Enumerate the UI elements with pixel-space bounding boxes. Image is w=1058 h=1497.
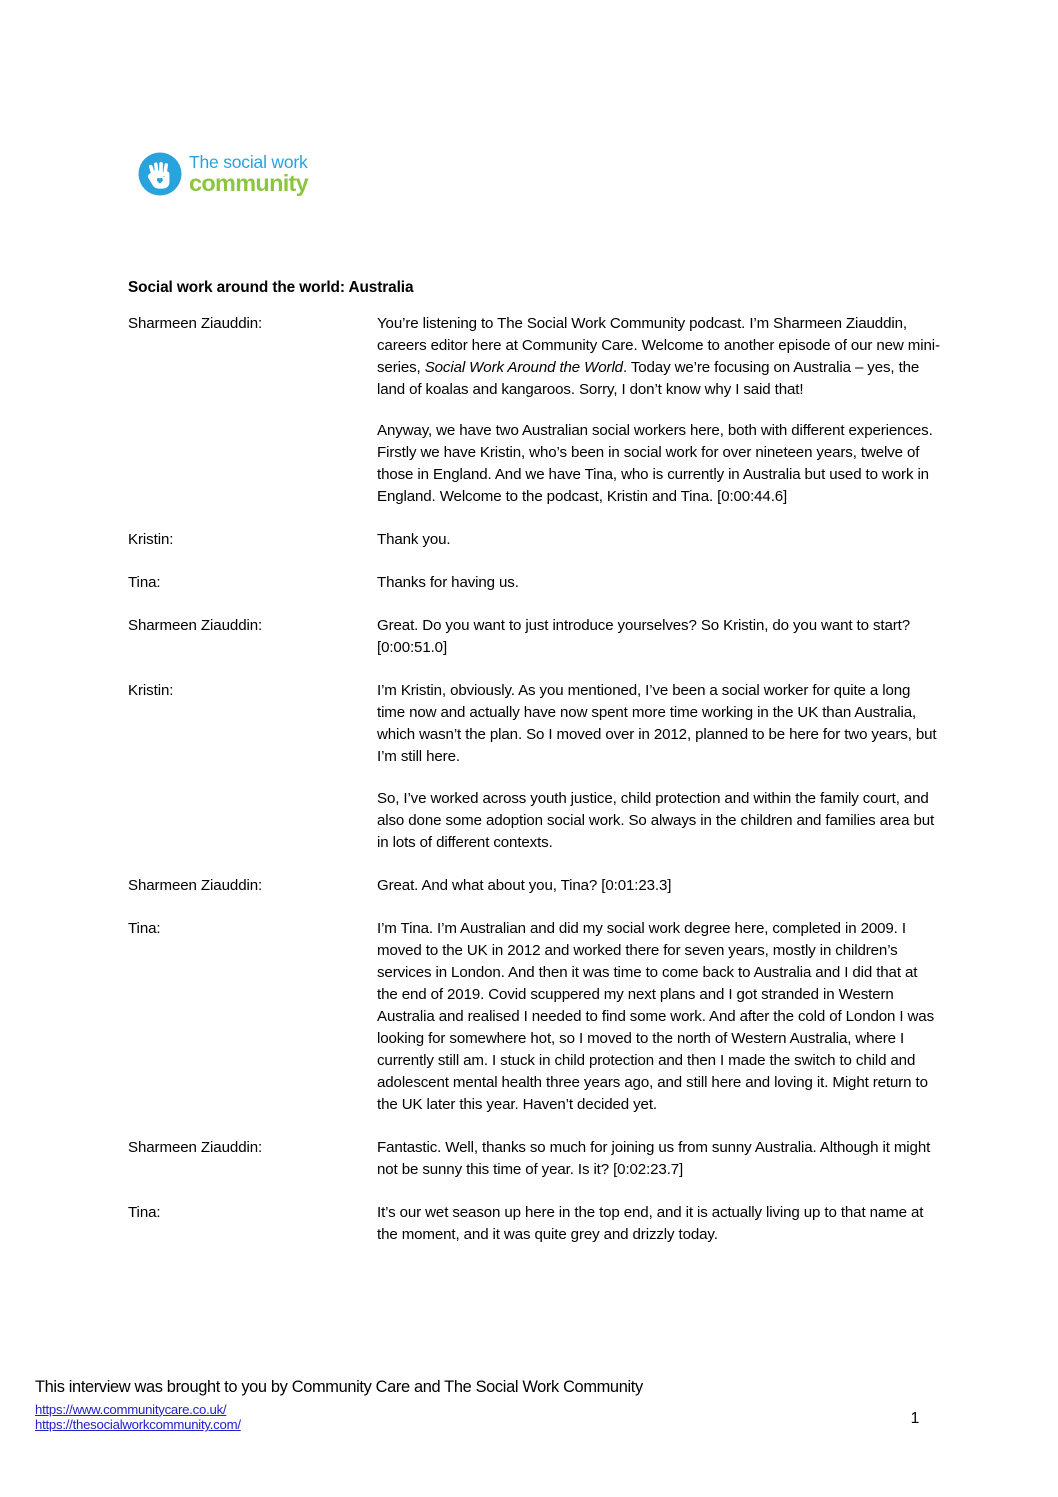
speech-run: Fantastic. Well, thanks so much for joining us from sunny Australia. Although it might not be sunny this time of year. Is it? [0:02:23.7] [377, 1138, 931, 1178]
speech-paragraph [377, 1137, 940, 1181]
speaker-label: Sharmeen Ziauddin: [128, 617, 263, 635]
speaker-label: Tina: [128, 919, 161, 937]
transcript-entry [128, 1202, 940, 1246]
speech-paragraph [377, 875, 940, 897]
transcript-body [128, 313, 940, 1267]
speech-text [377, 529, 940, 551]
speech-run: Thank you. [377, 531, 451, 549]
speech-text [377, 875, 940, 897]
speech-text [377, 1202, 940, 1246]
speaker-label: Sharmeen Ziauddin: [128, 876, 263, 894]
speech-run: So, I’ve worked across youth justice, child protection and within the family court, and also done some adoption social work. So always in the children and families area but in lots of different contexts. [377, 789, 935, 851]
speech-paragraph [377, 788, 940, 854]
speech-text [377, 615, 940, 659]
the-social-work-community-logo [138, 152, 308, 196]
speech-run: You’re listening to The Social Work Community podcast. I’m Sharmeen Ziauddin, careers editor here at Community Care. Welcome to another episode of our new mini-series, [377, 315, 940, 377]
speaker-label: Sharmeen Ziauddin: [128, 315, 263, 332]
speaker-label: Sharmeen Ziauddin: [128, 1138, 263, 1156]
speech-run: . Today we’re focusing on Australia – yes, the land of koalas and kangaroos. Sorry, I don’t know why I said that! [377, 359, 920, 399]
transcript-entry [128, 875, 940, 897]
speech-paragraph [377, 918, 940, 1116]
speech-paragraph [377, 529, 940, 551]
speech-run: Great. And what about you, Tina? [0:01:23.3] [377, 876, 672, 894]
speech-paragraph [377, 572, 940, 594]
speech-text [377, 572, 940, 594]
transcript-entry [128, 615, 940, 659]
transcript-entry [128, 529, 940, 551]
speech-run: Anyway, we have two Australian social workers here, both with different experiences. Firstly we have Kristin, who’s been in social work for over nineteen years, twelve of those in England. And we have Tina, who is currently in Australia but used to work in England. Welcome to the podcast, Kristin and Tina. [0:00:44.6] [377, 422, 933, 506]
speech-run: Great. Do you want to just introduce yourselves? So Kristin, do you want to start? [0:00:51.0] [377, 617, 910, 657]
footer-links [35, 1402, 1025, 1433]
transcript-entry [128, 572, 940, 594]
logo-line-community: community [189, 169, 309, 196]
footer-link-communitycare[interactable]: https://www.communitycare.co.uk/ [35, 1401, 227, 1417]
page-number: 1 [910, 1410, 920, 1427]
transcript-entry [128, 313, 940, 508]
speech-run: I’m Tina. I’m Australian and did my social work degree here, completed in 2009. I moved to the UK in 2012 and worked there for seven years, mostly in children’s services in London. And then it was time to come back to Australia and I did that at the end of 2019. Covid scuppered my next plans and I got stranded in Western Australia and realised I needed to find some work. And after the cold of London I was looking for somewhere hot, so I moved to the north of Western Australia, where I currently still am. I stuck in child protection and then I made the switch to child and adolescent mental health three years ago, and still here and loving it. Might return to the UK later this year. Haven’t decided yet. [377, 919, 935, 1113]
speech-paragraph [377, 313, 940, 401]
series-title-emphasis: Social Work Around the World [424, 359, 623, 377]
speech-paragraph [377, 680, 940, 768]
page-title: Social work around the world: Australia [128, 279, 414, 297]
speaker-label: Tina: [128, 1203, 161, 1221]
speaker-label: Kristin: [128, 531, 174, 549]
logo-line-the-social-work: The social work [189, 152, 308, 173]
speaker-label: Tina: [128, 574, 161, 592]
speech-paragraph [377, 1202, 940, 1246]
speech-paragraph [377, 420, 940, 508]
logo-wordmark [189, 153, 308, 194]
speech-text [377, 1137, 940, 1181]
speech-run: It’s our wet season up here in the top end, and it is actually living up to that name at the moment, and it was quite grey and drizzly today. [377, 1203, 924, 1243]
speech-text [377, 918, 940, 1116]
transcript-entry [128, 1137, 940, 1181]
speech-text [377, 313, 940, 508]
speech-paragraph [377, 615, 940, 659]
footer [35, 1378, 1025, 1433]
transcript-entry [128, 918, 940, 1116]
speech-run: Thanks for having us. [377, 574, 519, 592]
speaker-label: Kristin: [128, 682, 174, 700]
transcript-entry [128, 680, 940, 853]
hand-heart-icon [138, 152, 182, 196]
footer-note: This interview was brought to you by Community Care and The Social Work Community [35, 1378, 643, 1396]
footer-link-thesocialworkcommunity[interactable]: https://thesocialworkcommunity.com/ [35, 1417, 241, 1433]
speech-run: I’m Kristin, obviously. As you mentioned, I’ve been a social worker for quite a long time now and actually have now spent more time working in the UK than Australia, which wasn’t the plan. So I moved over in 2012, planned to be here for two years, but I’m still here. [377, 682, 937, 766]
speech-text [377, 680, 940, 853]
